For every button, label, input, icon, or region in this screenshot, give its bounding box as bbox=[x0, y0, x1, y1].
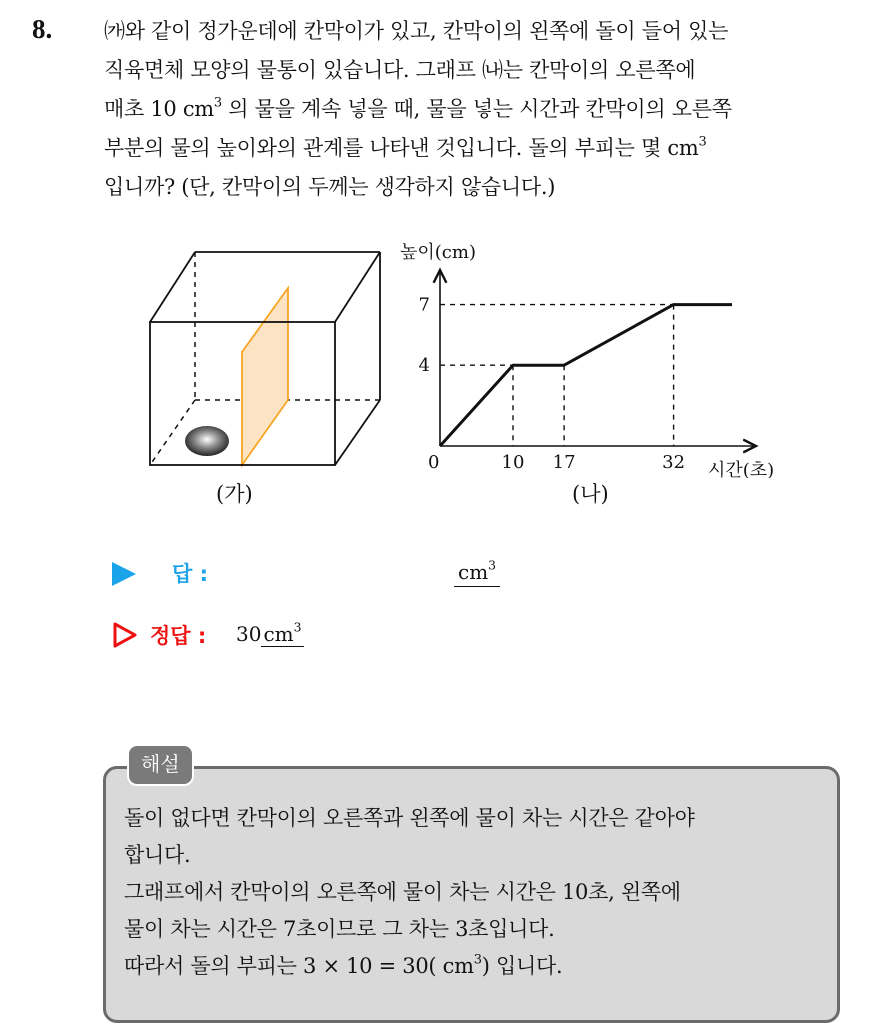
explanation-line-4: 물이 차는 시간은 7초이므로 그 차는 3초입니다. bbox=[124, 917, 555, 941]
explanation-line-1: 돌이 없다면 칸막이의 오른쪽과 왼쪽에 물이 차는 시간은 같아야 bbox=[124, 806, 695, 830]
x-axis-label: 시간(초) bbox=[708, 460, 775, 478]
solution-unit-group bbox=[261, 619, 303, 647]
question-line-3-a: 매초 10 cm bbox=[104, 97, 214, 121]
question-line-3-b: 의 물을 계속 넣을 때, 물을 넣는 시간과 칸막이의 오른쪽 bbox=[221, 97, 732, 121]
question-number: 8. bbox=[32, 14, 53, 44]
water-tank-figure bbox=[140, 240, 390, 475]
series-line bbox=[440, 305, 732, 446]
explanation-line-5-b: ) 입니다. bbox=[481, 954, 563, 978]
outline-arrow-icon bbox=[112, 622, 138, 648]
y-tick-label: 4 bbox=[418, 355, 430, 377]
stone bbox=[185, 426, 229, 456]
explanation-line-5-a: 따라서 돌의 부피는 3 × 10 = 30( cm bbox=[124, 954, 474, 978]
question-line-4 bbox=[104, 129, 864, 168]
top-edge bbox=[150, 252, 195, 322]
answer-unit: cm bbox=[458, 560, 489, 584]
explanation-tab: 해설 bbox=[127, 744, 194, 786]
question-line-4-a: 부분의 물의 높이와의 관계를 나타낸 것입니다. 돌의 부피는 몇 cm bbox=[104, 136, 699, 160]
question-line-1: ㈎와 같이 정가운데에 칸막이가 있고, 칸막이의 왼쪽에 돌이 들어 있는 bbox=[104, 19, 729, 43]
explanation-text bbox=[124, 800, 834, 985]
x-tick-label: 10 bbox=[501, 452, 525, 473]
figure-b-label: (나) bbox=[572, 482, 609, 506]
partition bbox=[242, 288, 288, 465]
explanation-line-5 bbox=[124, 948, 834, 985]
explanation-line-3: 그래프에서 칸막이의 오른쪽에 물이 차는 시간은 10초, 왼쪽에 bbox=[124, 880, 681, 904]
origin-label: 0 bbox=[428, 452, 440, 473]
answer-input-line[interactable] bbox=[454, 558, 500, 587]
right-edge bbox=[335, 400, 380, 465]
solution-label: 정답 : bbox=[150, 624, 207, 648]
x-tick-label: 32 bbox=[662, 452, 686, 473]
question-line-2: 직육면체 모양의 물통이 있습니다. 그래프 ㈏는 칸막이의 오른쪽에 bbox=[104, 58, 696, 82]
answer-row bbox=[112, 556, 532, 592]
answer-label: 답 : bbox=[172, 562, 208, 586]
figure-a-label: (가) bbox=[216, 482, 253, 506]
question-line-3 bbox=[104, 90, 864, 129]
answer-unit-exp: 3 bbox=[488, 557, 497, 573]
solution-unit-exp: 3 bbox=[293, 619, 302, 635]
question-line-4-exp: 3 bbox=[698, 134, 707, 150]
x-tick-label: 17 bbox=[552, 452, 576, 473]
solution-value-group bbox=[236, 620, 304, 648]
y-axis-label: 높이(cm) bbox=[400, 242, 476, 263]
solution-unit: cm bbox=[263, 622, 294, 646]
explanation-line-5-exp: 3 bbox=[473, 952, 482, 968]
height-time-chart bbox=[392, 228, 822, 478]
explanation-line-2: 합니다. bbox=[124, 843, 191, 867]
solution-value: 30 bbox=[236, 622, 262, 646]
hidden-edge bbox=[150, 400, 195, 465]
y-tick-label: 7 bbox=[418, 294, 430, 316]
solution-row bbox=[112, 618, 532, 654]
question-line-5: 입니까? (단, 칸막이의 두께는 생각하지 않습니다.) bbox=[104, 175, 556, 199]
question-text bbox=[104, 12, 864, 207]
question-line-3-exp: 3 bbox=[213, 95, 222, 111]
top-edge bbox=[335, 252, 380, 322]
play-arrow-icon bbox=[112, 562, 136, 586]
